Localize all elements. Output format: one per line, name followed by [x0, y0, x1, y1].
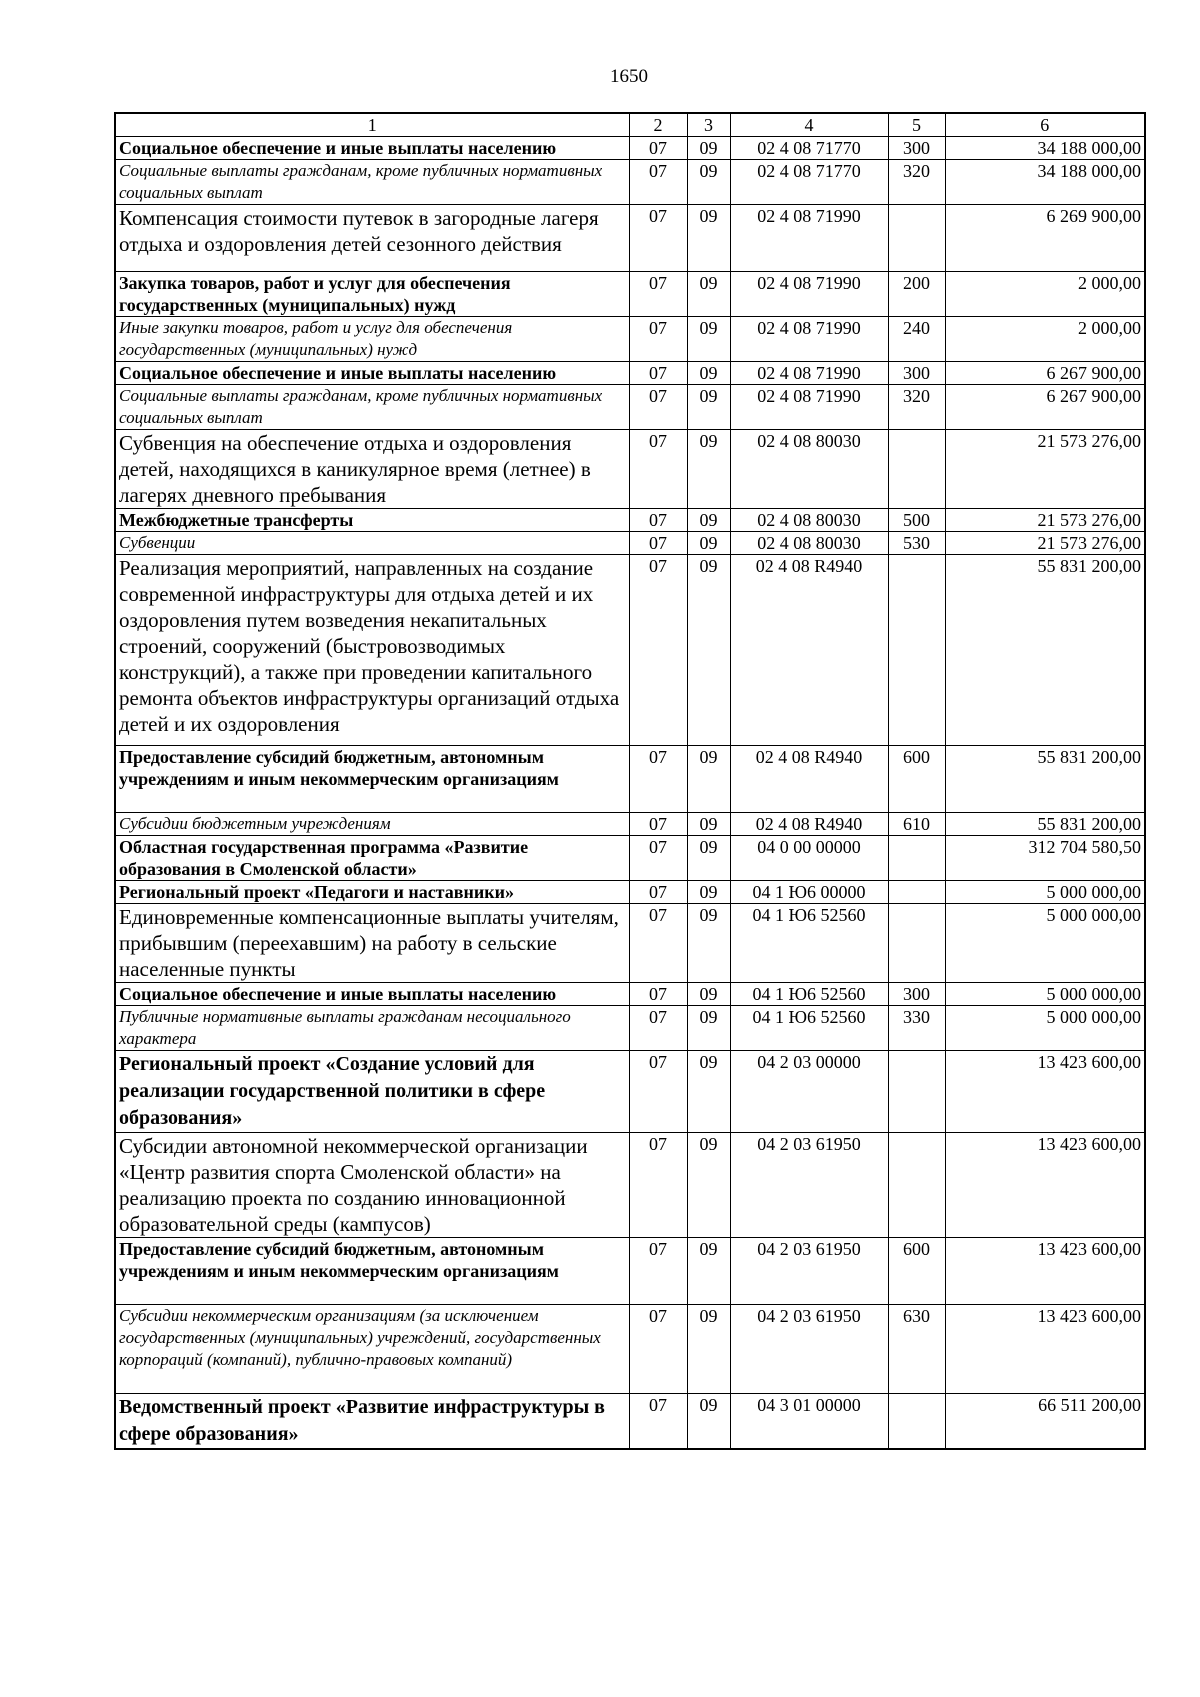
row-expense-type-cell: 200: [888, 272, 945, 317]
row-subsection-cell: 09: [687, 509, 730, 532]
row-name-cell: Ведомственный проект «Развитие инфраструктуры в сфере образования»: [115, 1394, 629, 1450]
row-amount-cell: 6 267 900,00: [945, 385, 1145, 430]
row-amount-cell: 2 000,00: [945, 317, 1145, 362]
row-target-code-cell: 02 4 08 71990: [730, 385, 888, 430]
row-target-code-cell: 02 4 08 71990: [730, 317, 888, 362]
row-target-code-cell: 02 4 08 71990: [730, 205, 888, 272]
column-header: 3: [687, 113, 730, 137]
row-expense-type-cell: 600: [888, 746, 945, 813]
row-amount-cell: 13 423 600,00: [945, 1051, 1145, 1133]
row-target-code-cell: 04 2 03 61950: [730, 1305, 888, 1394]
row-expense-type-cell: 240: [888, 317, 945, 362]
row-target-code-cell: 02 4 08 R4940: [730, 555, 888, 746]
table-row: [115, 555, 1145, 746]
row-section-cell: 07: [629, 430, 687, 509]
row-amount-cell: 21 573 276,00: [945, 509, 1145, 532]
row-expense-type-cell: 330: [888, 1006, 945, 1051]
row-subsection-cell: 09: [687, 1051, 730, 1133]
row-expense-type-cell: [888, 1394, 945, 1450]
row-target-code-cell: 04 1 Ю6 00000: [730, 881, 888, 904]
table-row: [115, 137, 1145, 160]
table-row: [115, 317, 1145, 362]
row-amount-cell: 55 831 200,00: [945, 813, 1145, 836]
row-target-code-cell: 04 1 Ю6 52560: [730, 904, 888, 983]
row-name-cell: Субвенция на обеспечение отдыха и оздоровления детей, находящихся в каникулярное время (летнее) в лагерях дневного пребывания: [115, 430, 629, 509]
row-expense-type-cell: 300: [888, 362, 945, 385]
table-row: [115, 836, 1145, 881]
row-name-cell: Компенсация стоимости путевок в загородные лагеря отдыха и оздоровления детей сезонного действия: [115, 205, 629, 272]
row-expense-type-cell: [888, 205, 945, 272]
row-expense-type-cell: 300: [888, 983, 945, 1006]
row-amount-cell: 5 000 000,00: [945, 881, 1145, 904]
row-subsection-cell: 09: [687, 813, 730, 836]
row-subsection-cell: 09: [687, 555, 730, 746]
row-section-cell: 07: [629, 813, 687, 836]
row-expense-type-cell: [888, 1133, 945, 1238]
row-section-cell: 07: [629, 317, 687, 362]
row-subsection-cell: 09: [687, 904, 730, 983]
row-subsection-cell: 09: [687, 1238, 730, 1305]
row-section-cell: 07: [629, 983, 687, 1006]
row-subsection-cell: 09: [687, 1133, 730, 1238]
table-row: [115, 272, 1145, 317]
row-name-cell: Публичные нормативные выплаты гражданам несоциального характера: [115, 1006, 629, 1051]
row-section-cell: 07: [629, 881, 687, 904]
table-header-row: [115, 113, 1145, 137]
table-row: [115, 813, 1145, 836]
row-subsection-cell: 09: [687, 317, 730, 362]
table-row: [115, 362, 1145, 385]
row-amount-cell: 13 423 600,00: [945, 1305, 1145, 1394]
row-expense-type-cell: 600: [888, 1238, 945, 1305]
row-target-code-cell: 02 4 08 80030: [730, 509, 888, 532]
row-section-cell: 07: [629, 1394, 687, 1450]
row-expense-type-cell: 500: [888, 509, 945, 532]
column-header: 4: [730, 113, 888, 137]
row-subsection-cell: 09: [687, 983, 730, 1006]
row-section-cell: 07: [629, 137, 687, 160]
row-amount-cell: 34 188 000,00: [945, 160, 1145, 205]
row-amount-cell: 312 704 580,50: [945, 836, 1145, 881]
row-subsection-cell: 09: [687, 430, 730, 509]
row-amount-cell: 66 511 200,00: [945, 1394, 1145, 1450]
row-name-cell: Предоставление субсидий бюджетным, автономным учреждениям и иным некоммерческим организациям: [115, 1238, 629, 1305]
row-expense-type-cell: [888, 836, 945, 881]
budget-table-body: [115, 113, 1145, 1449]
row-amount-cell: 55 831 200,00: [945, 746, 1145, 813]
row-amount-cell: 6 269 900,00: [945, 205, 1145, 272]
row-name-cell: Межбюджетные трансферты: [115, 509, 629, 532]
page-number: 1650: [610, 66, 648, 87]
row-target-code-cell: 02 4 08 71990: [730, 272, 888, 317]
row-expense-type-cell: [888, 555, 945, 746]
row-amount-cell: 5 000 000,00: [945, 904, 1145, 983]
row-target-code-cell: 04 2 03 61950: [730, 1238, 888, 1305]
table-row: [115, 1305, 1145, 1394]
table-row: [115, 983, 1145, 1006]
row-name-cell: Социальное обеспечение и иные выплаты населению: [115, 137, 629, 160]
row-subsection-cell: 09: [687, 160, 730, 205]
table-row: [115, 746, 1145, 813]
row-subsection-cell: 09: [687, 272, 730, 317]
row-section-cell: 07: [629, 1051, 687, 1133]
row-name-cell: Реализация мероприятий, направленных на создание современной инфраструктуры для отдыха детей и их оздоровления путем возведения некапитальных строений, сооружений (быстровозводимых конструкций), а также при проведении капитального ремонта объектов инфраструктуры организаций отдыха детей и их оздоровления: [115, 555, 629, 746]
column-header: 1: [115, 113, 629, 137]
table-row: [115, 881, 1145, 904]
row-section-cell: 07: [629, 509, 687, 532]
table-row: [115, 509, 1145, 532]
table-row: [115, 1238, 1145, 1305]
row-expense-type-cell: [888, 430, 945, 509]
row-subsection-cell: 09: [687, 362, 730, 385]
row-subsection-cell: 09: [687, 746, 730, 813]
row-subsection-cell: 09: [687, 1394, 730, 1450]
row-expense-type-cell: [888, 881, 945, 904]
table-row: [115, 1133, 1145, 1238]
row-name-cell: Социальные выплаты гражданам, кроме публичных нормативных социальных выплат: [115, 160, 629, 205]
row-amount-cell: 2 000,00: [945, 272, 1145, 317]
row-target-code-cell: 04 1 Ю6 52560: [730, 983, 888, 1006]
row-target-code-cell: 02 4 08 71770: [730, 160, 888, 205]
row-amount-cell: 6 267 900,00: [945, 362, 1145, 385]
row-subsection-cell: 09: [687, 836, 730, 881]
row-amount-cell: 21 573 276,00: [945, 430, 1145, 509]
row-section-cell: 07: [629, 362, 687, 385]
row-name-cell: Социальное обеспечение и иные выплаты населению: [115, 362, 629, 385]
row-section-cell: 07: [629, 746, 687, 813]
row-target-code-cell: 02 4 08 R4940: [730, 813, 888, 836]
row-target-code-cell: 02 4 08 80030: [730, 532, 888, 555]
row-target-code-cell: 04 1 Ю6 52560: [730, 1006, 888, 1051]
row-section-cell: 07: [629, 1006, 687, 1051]
column-header: 2: [629, 113, 687, 137]
row-name-cell: Субсидии бюджетным учреждениям: [115, 813, 629, 836]
budget-table: [114, 112, 1146, 1450]
column-header: 6: [945, 113, 1145, 137]
row-name-cell: Социальные выплаты гражданам, кроме публичных нормативных социальных выплат: [115, 385, 629, 430]
row-name-cell: Субсидии некоммерческим организациям (за исключением государственных (муниципальных) учреждений, государственных корпораций (компаний), публично-правовых компаний): [115, 1305, 629, 1394]
row-section-cell: 07: [629, 272, 687, 317]
row-section-cell: 07: [629, 1305, 687, 1394]
table-row: [115, 205, 1145, 272]
row-expense-type-cell: [888, 1051, 945, 1133]
table-row: [115, 532, 1145, 555]
row-name-cell: Закупка товаров, работ и услуг для обеспечения государственных (муниципальных) нужд: [115, 272, 629, 317]
row-expense-type-cell: 610: [888, 813, 945, 836]
row-section-cell: 07: [629, 532, 687, 555]
table-row: [115, 385, 1145, 430]
row-section-cell: 07: [629, 160, 687, 205]
row-name-cell: Региональный проект «Создание условий для реализации государственной политики в сфере образования»: [115, 1051, 629, 1133]
table-row: [115, 904, 1145, 983]
row-name-cell: Субвенции: [115, 532, 629, 555]
table-row: [115, 1051, 1145, 1133]
table-row: [115, 160, 1145, 205]
row-target-code-cell: 02 4 08 R4940: [730, 746, 888, 813]
row-target-code-cell: 02 4 08 80030: [730, 430, 888, 509]
table-row: [115, 430, 1145, 509]
row-subsection-cell: 09: [687, 205, 730, 272]
row-amount-cell: 21 573 276,00: [945, 532, 1145, 555]
row-section-cell: 07: [629, 555, 687, 746]
row-subsection-cell: 09: [687, 1305, 730, 1394]
row-amount-cell: 5 000 000,00: [945, 983, 1145, 1006]
row-target-code-cell: 04 3 01 00000: [730, 1394, 888, 1450]
row-name-cell: Субсидии автономной некоммерческой организации «Центр развития спорта Смоленской области» на реализацию проекта по созданию инновационной образовательной среды (кампусов): [115, 1133, 629, 1238]
row-target-code-cell: 04 2 03 00000: [730, 1051, 888, 1133]
row-expense-type-cell: 320: [888, 385, 945, 430]
row-expense-type-cell: [888, 904, 945, 983]
row-section-cell: 07: [629, 205, 687, 272]
table-row: [115, 1006, 1145, 1051]
row-target-code-cell: 02 4 08 71770: [730, 137, 888, 160]
row-subsection-cell: 09: [687, 137, 730, 160]
row-subsection-cell: 09: [687, 385, 730, 430]
row-section-cell: 07: [629, 904, 687, 983]
row-section-cell: 07: [629, 836, 687, 881]
row-name-cell: Областная государственная программа «Развитие образования в Смоленской области»: [115, 836, 629, 881]
row-expense-type-cell: 630: [888, 1305, 945, 1394]
row-expense-type-cell: 320: [888, 160, 945, 205]
row-amount-cell: 13 423 600,00: [945, 1133, 1145, 1238]
row-target-code-cell: 04 2 03 61950: [730, 1133, 888, 1238]
row-subsection-cell: 09: [687, 1006, 730, 1051]
row-section-cell: 07: [629, 1133, 687, 1238]
row-amount-cell: 34 188 000,00: [945, 137, 1145, 160]
row-subsection-cell: 09: [687, 532, 730, 555]
row-amount-cell: 13 423 600,00: [945, 1238, 1145, 1305]
row-subsection-cell: 09: [687, 881, 730, 904]
row-target-code-cell: 02 4 08 71990: [730, 362, 888, 385]
row-expense-type-cell: 530: [888, 532, 945, 555]
row-name-cell: Предоставление субсидий бюджетным, автономным учреждениям и иным некоммерческим организациям: [115, 746, 629, 813]
row-target-code-cell: 04 0 00 00000: [730, 836, 888, 881]
row-section-cell: 07: [629, 385, 687, 430]
row-name-cell: Региональный проект «Педагоги и наставники»: [115, 881, 629, 904]
row-name-cell: Иные закупки товаров, работ и услуг для обеспечения государственных (муниципальных) нужд: [115, 317, 629, 362]
row-expense-type-cell: 300: [888, 137, 945, 160]
row-name-cell: Социальное обеспечение и иные выплаты населению: [115, 983, 629, 1006]
row-amount-cell: 5 000 000,00: [945, 1006, 1145, 1051]
row-name-cell: Единовременные компенсационные выплаты учителям, прибывшим (переехавшим) на работу в сельские населенные пункты: [115, 904, 629, 983]
table-row: [115, 1394, 1145, 1450]
column-header: 5: [888, 113, 945, 137]
row-amount-cell: 55 831 200,00: [945, 555, 1145, 746]
row-section-cell: 07: [629, 1238, 687, 1305]
